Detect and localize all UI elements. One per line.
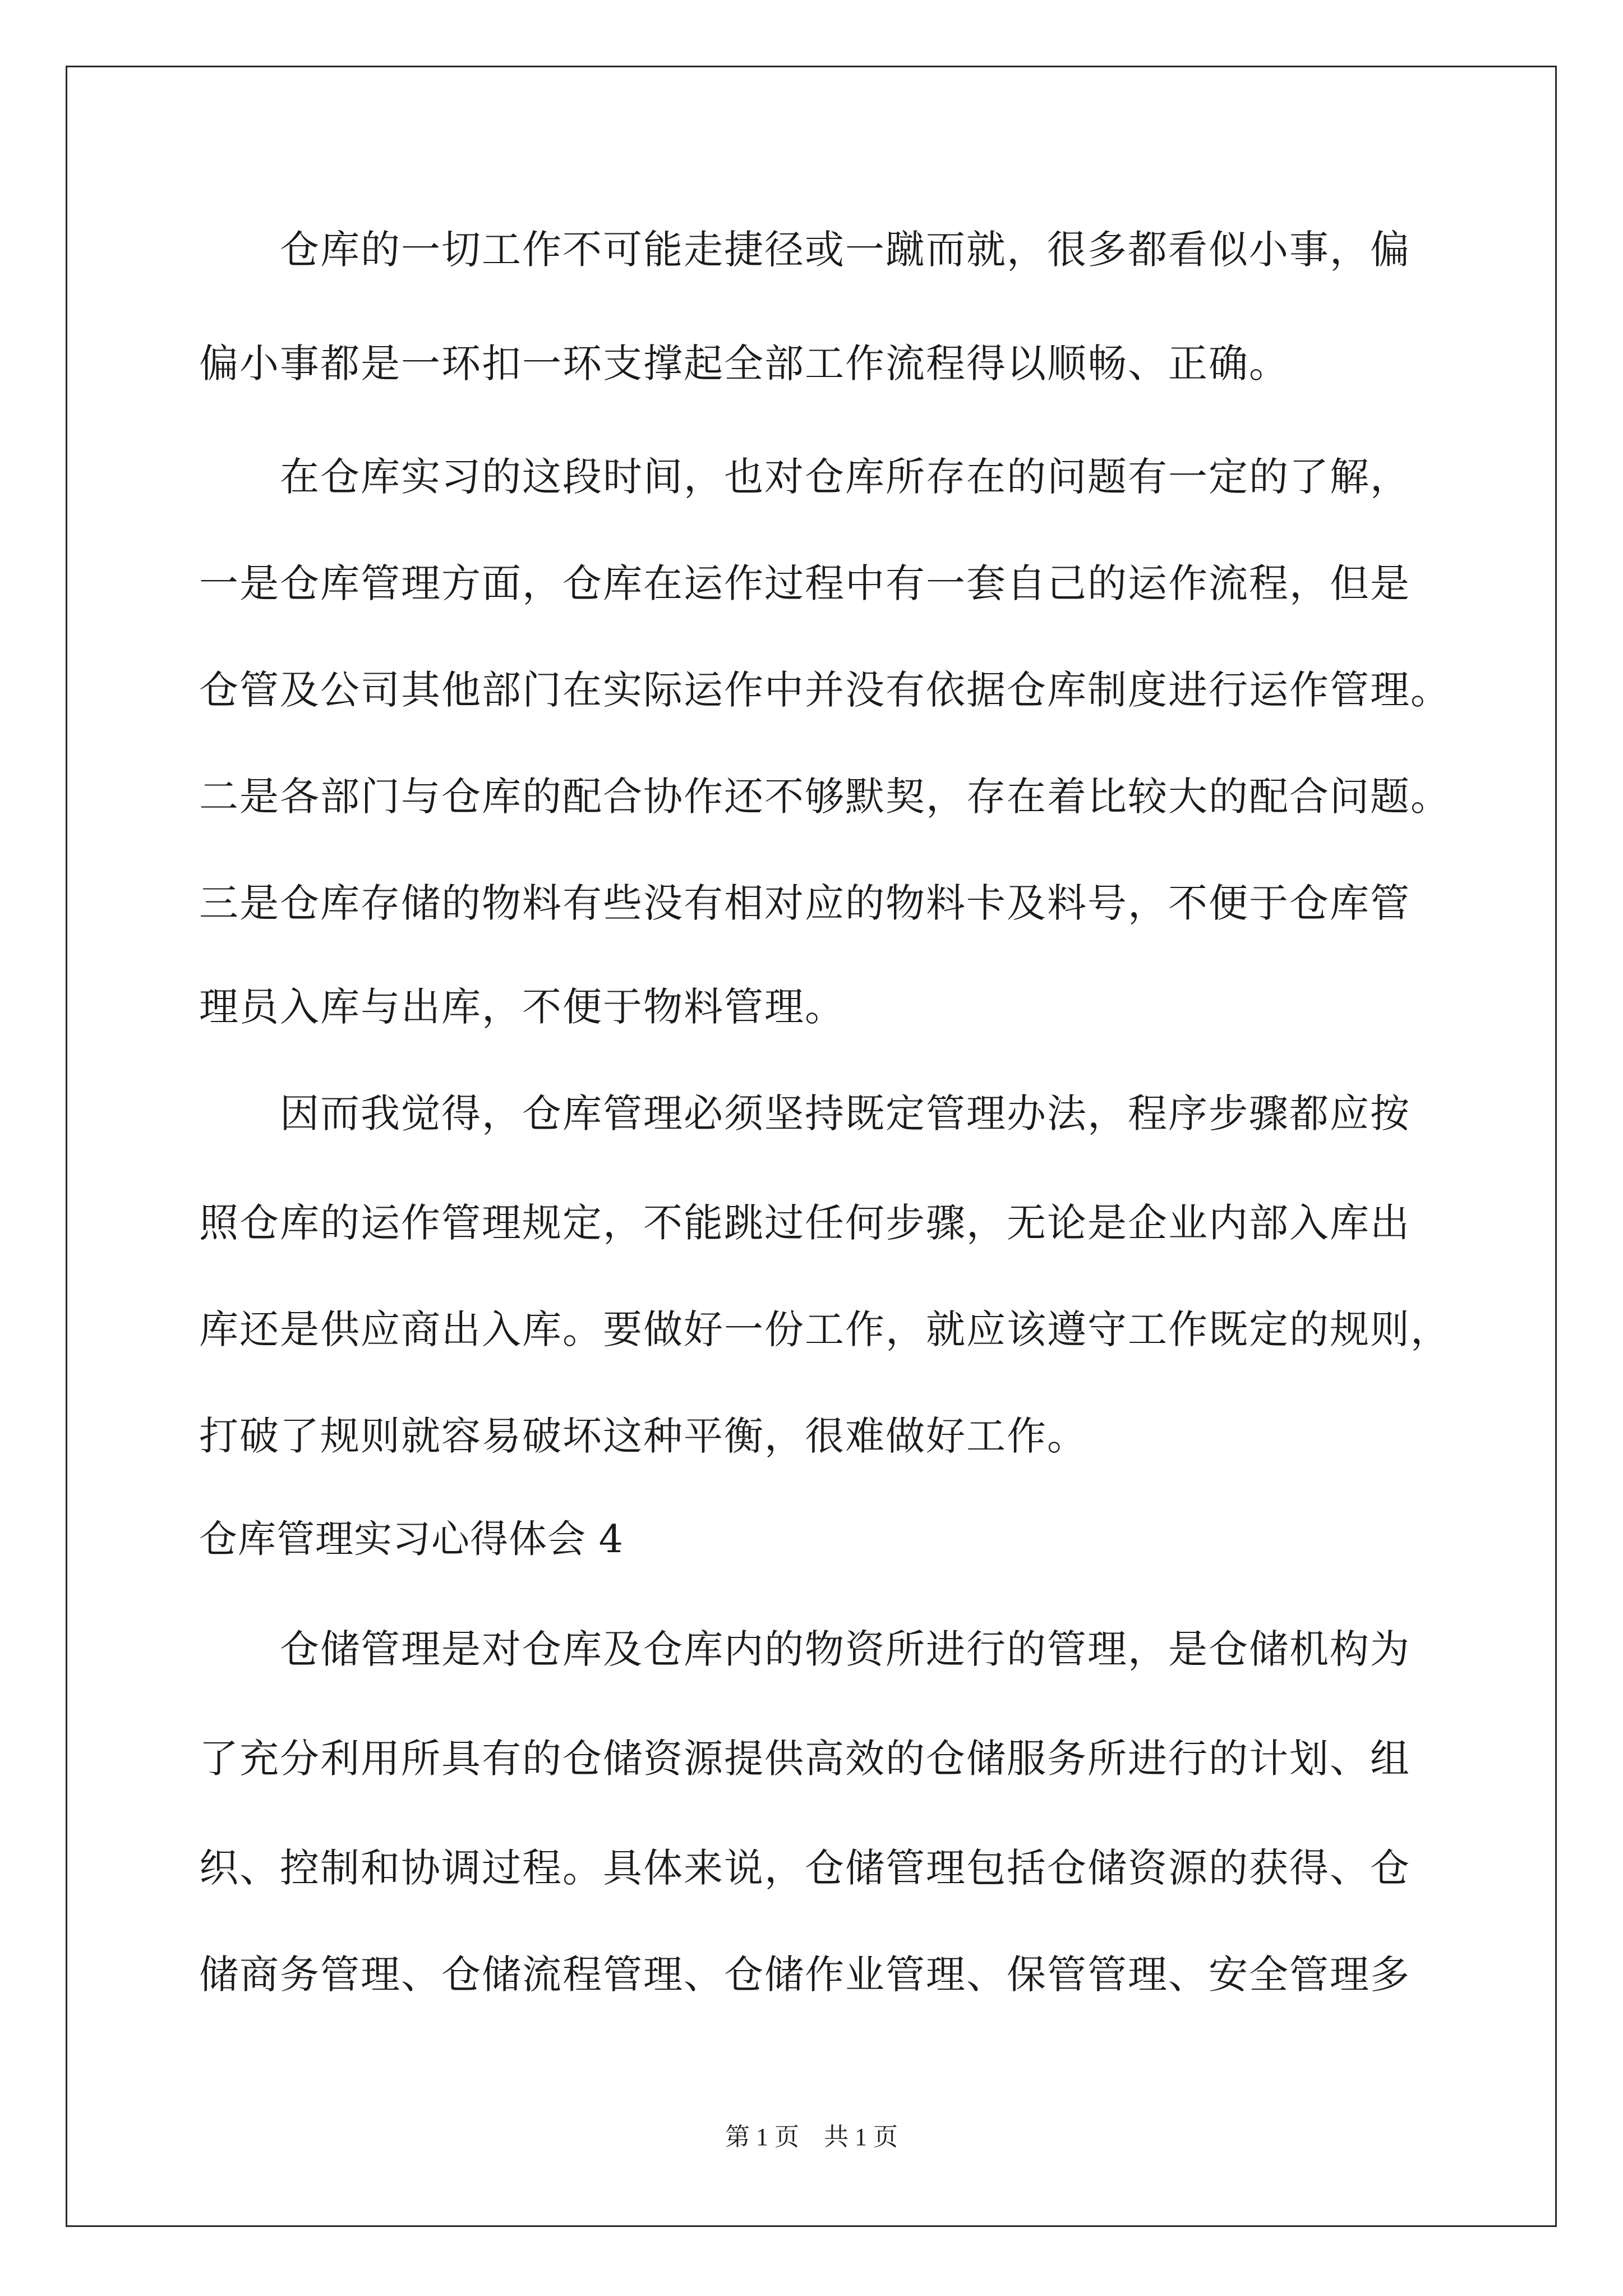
text-line: 三是仓库存储的物料有些没有相对应的物料卡及料号，不便于仓库管 [199,880,1410,926]
text-line: 储商务管理、仓储流程管理、仓储作业管理、保管管理、安全管理多 [199,1952,1410,1998]
text-line: 二是各部门与仓库的配合协作还不够默契，存在着比较大的配合问题。 [199,774,1451,820]
text-line: 偏小事都是一环扣一环支撑起全部工作流程得以顺畅、正确。 [199,341,1289,386]
text-line: 仓库的一切工作不可能走捷径或一蹴而就，很多都看似小事，偏 [199,227,1410,273]
text-line: 打破了规则就容易破坏这种平衡，很难做好工作。 [199,1413,1087,1459]
text-line: 仓储管理是对仓库及仓库内的物资所进行的管理，是仓储机构为 [199,1626,1410,1672]
text-line: 在仓库实习的这段时间，也对仓库所存在的问题有一定的了解， [199,454,1410,500]
text-line: 仓管及公司其他部门在实际运作中并没有依据仓库制度进行运作管理。 [199,667,1451,713]
text-line: 了充分利用所具有的仓储资源提供高效的仓储服务所进行的计划、组 [199,1736,1410,1782]
page-number-footer: 第 1 页 共 1 页 [725,2123,898,2151]
text-line: 织、控制和协调过程。具体来说，仓储管理包括仓储资源的获得、仓 [199,1845,1410,1891]
text-line: 一是仓库管理方面，仓库在运作过程中有一套自己的运作流程，但是 [199,560,1410,606]
text-line: 因而我觉得，仓库管理必须坚持既定管理办法，程序步骤都应按 [199,1091,1410,1137]
text-line: 理员入库与出库，不便于物料管理。 [199,984,845,1030]
text-line: 库还是供应商出入库。要做好一份工作，就应该遵守工作既定的规则， [199,1306,1451,1352]
text-line: 照仓库的运作管理规定，不能跳过任何步骤，无论是企业内部入库出 [199,1200,1410,1246]
section-heading: 仓库管理实习心得体会 4 [199,1517,624,1562]
